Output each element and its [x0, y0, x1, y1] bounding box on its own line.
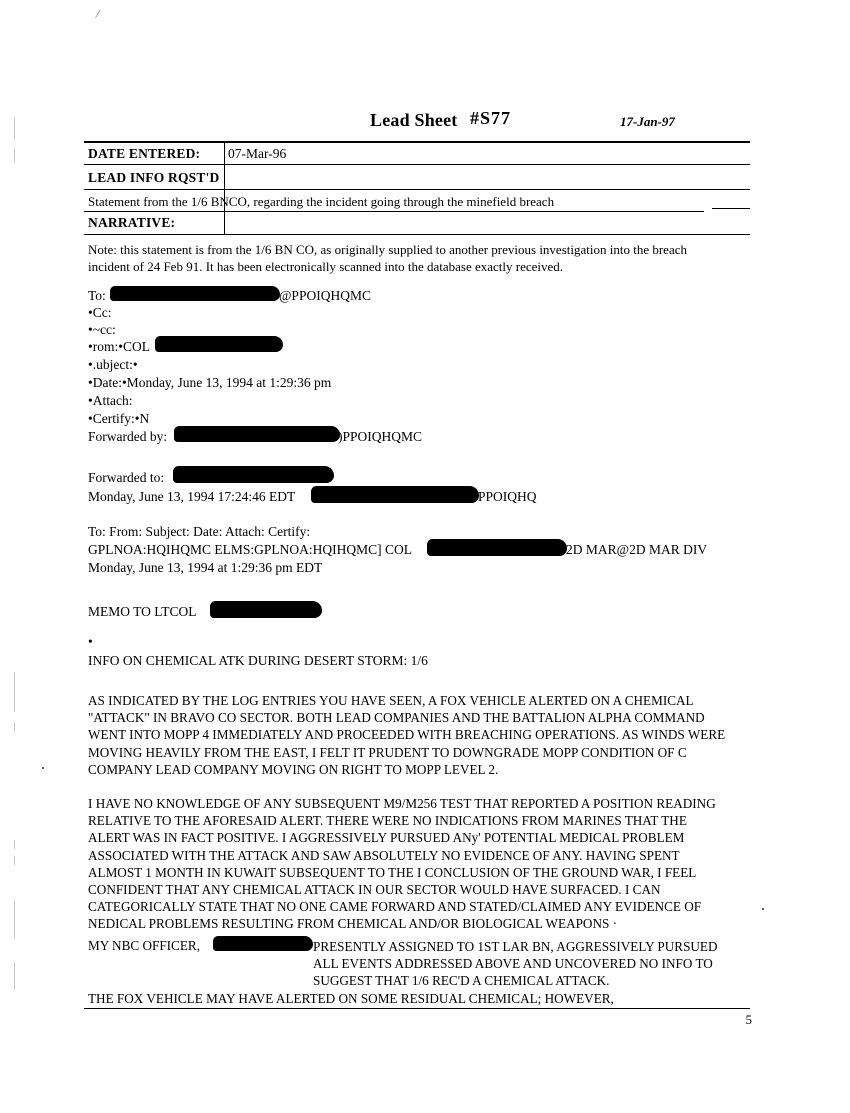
redaction-bar	[210, 601, 322, 618]
email-from-label: •rom:•COL	[88, 339, 150, 354]
row-rule-4	[84, 234, 750, 235]
scan-speck	[762, 908, 764, 910]
forwarded-time-suffix: PPOIQHQ	[478, 489, 537, 504]
email-cc-label: •Cc:	[88, 305, 112, 320]
routing-line-suffix: 2D MAR@2D MAR DIV	[566, 542, 708, 557]
memo-bullet: •	[88, 634, 93, 649]
page-title: Lead Sheet	[370, 110, 458, 130]
redaction-bar	[110, 286, 280, 301]
scan-margin-mark	[14, 118, 15, 140]
lead-number: #S77	[470, 108, 512, 128]
date-stamp: 17-Jan-97	[620, 114, 675, 129]
redaction-bar	[427, 539, 567, 556]
body-paragraph-1: AS INDICATED BY THE LOG ENTRIES YOU HAVE SEEN, A FOX VEHICLE ALERTED ON A CHEMICAL "ATTACK" IN BRAVO CO SECTOR. BOTH LEAD COMPANIES AND THE BATTALION ALPHA COMMAND WENT INTO MOPP 4 IMMEDIATELY AND PROCEEDED WITH BREACHING OPERATIONS. AS WINDS WERE MOVING HEAVILY FROM THE EAST, I FELT IT PRUDENT TO DOWNGRADE MOPP CONDITION OF C COMPANY LEAD COMPANY MOVING ON RIGHT TO MOPP LEVEL 2.	[88, 693, 726, 777]
routing-line: GPLNOA:HQIHQMC ELMS:GPLNOA:HQIHQMC] COL	[88, 542, 413, 557]
narrative-label: NARRATIVE:	[88, 215, 176, 230]
scan-artifact-slash: /	[94, 5, 102, 22]
scan-margin-mark	[14, 672, 15, 712]
memo-to-line: MEMO TO LTCOL	[88, 604, 197, 619]
forwarded-by-suffix: )PPOIQHQMC	[338, 429, 423, 444]
forwarded-to-label: Forwarded to:	[88, 470, 165, 485]
scan-margin-mark	[14, 856, 15, 865]
forwarded-time: Monday, June 13, 1994 17:24:46 EDT	[88, 489, 296, 504]
email-certify-label: •Certify:•N	[88, 411, 150, 426]
redaction-bar	[174, 426, 340, 442]
lead-info-label: LEAD INFO RQST'D	[88, 170, 220, 185]
date-entered-value: 07-Mar-96	[228, 146, 287, 161]
routing-label: To: From: Subject: Date: Attach: Certify:	[88, 524, 311, 539]
body-paragraph-2: I HAVE NO KNOWLEDGE OF ANY SUBSEQUENT M9/M256 TEST THAT REPORTED A POSITION READING RELATIVE TO THE AFORESAID ALERT. THERE WERE NO INDICATIONS FROM MARINES THAT THE ALERT WAS IN FACT POSITIVE. I AGGRESSIVELY PURSUED ANy' POTENTIAL MEDICAL PROBLEM ASSOCIATED WITH THE ATTACK AND SAW ABSOLUTELY NO EVIDENCE OF ANY. HAVING SPENT ALMOST 1 MONTH IN KUWAIT SUBSEQUENT TO THE I CONCLUSION OF THE GROUND WAR, I FEEL CONFIDENT THAT ANY CHEMICAL ATTACK IN OUR SECTOR WOULD HAVE SURFACED. I CAN CATEGORICALLY STATE THAT NO ONE CAME FORWARD AND STATED/CLAIMED ANY EVIDENCE OF NEDICAL PROBLEMS RESULTING FROM CHEMICAL AND/OR BIOLOGICAL WEAPONS ·	[88, 796, 716, 932]
scan-margin-mark	[14, 722, 15, 732]
memo-subject: INFO ON CHEMICAL ATK DURING DESERT STORM: 1/6	[88, 653, 428, 668]
table-top-rule	[84, 141, 750, 143]
redaction-bar	[173, 466, 334, 483]
row-rule-3	[84, 211, 704, 212]
row-rule-3b	[712, 208, 750, 209]
note-text: Note: this statement is from the 1/6 BN CO, as originally supplied to another previous investigation into the breach incident of 24 Feb 91. It has been electronically scanned into the database exactly received.	[88, 242, 687, 274]
routing-date: Monday, June 13, 1994 at 1:29:36 pm EDT	[88, 560, 323, 575]
email-to-suffix: @PPOIQHQMC	[279, 288, 371, 303]
table-column-divider	[224, 142, 225, 234]
email-date-line: •Date:•Monday, June 13, 1994 at 1:29:36 pm	[88, 375, 332, 390]
forwarded-by-label: Forwarded by:	[88, 429, 168, 444]
redaction-bar	[155, 336, 283, 352]
row-rule-1	[84, 164, 750, 165]
body-paragraph-3: PRESENTLY ASSIGNED TO 1ST LAR BN, AGGRESSIVELY PURSUED ALL EVENTS ADDRESSED ABOVE AND UNCOVERED NO INFO TO SUGGEST THAT 1/6 REC'D A CHEMICAL ATTACK.	[313, 939, 718, 989]
email-to-label: To:	[88, 288, 106, 303]
body-paragraph-3-pre: MY NBC OFFICER,	[88, 938, 200, 953]
scan-margin-mark	[14, 962, 15, 990]
scan-margin-mark	[14, 148, 15, 162]
page-number: 5	[745, 1012, 752, 1027]
date-entered-label: DATE ENTERED:	[88, 146, 201, 161]
email-bcc-label: •~cc:	[88, 322, 116, 337]
body-paragraph-4: THE FOX VEHICLE MAY HAVE ALERTED ON SOME RESIDUAL CHEMICAL; HOWEVER,	[88, 991, 614, 1006]
email-subject-label: •.ubject:•	[88, 357, 138, 372]
scan-speck	[42, 767, 44, 769]
scan-margin-mark	[14, 900, 15, 938]
redaction-bar	[311, 486, 479, 503]
row-rule-2	[84, 189, 750, 190]
bottom-rule	[84, 1008, 750, 1009]
redaction-bar	[213, 936, 313, 951]
email-attach-label: •Attach:	[88, 393, 133, 408]
statement-line: Statement from the 1/6 BNCO, regarding the incident going through the minefield breach	[88, 194, 555, 209]
scan-margin-mark	[14, 840, 15, 849]
